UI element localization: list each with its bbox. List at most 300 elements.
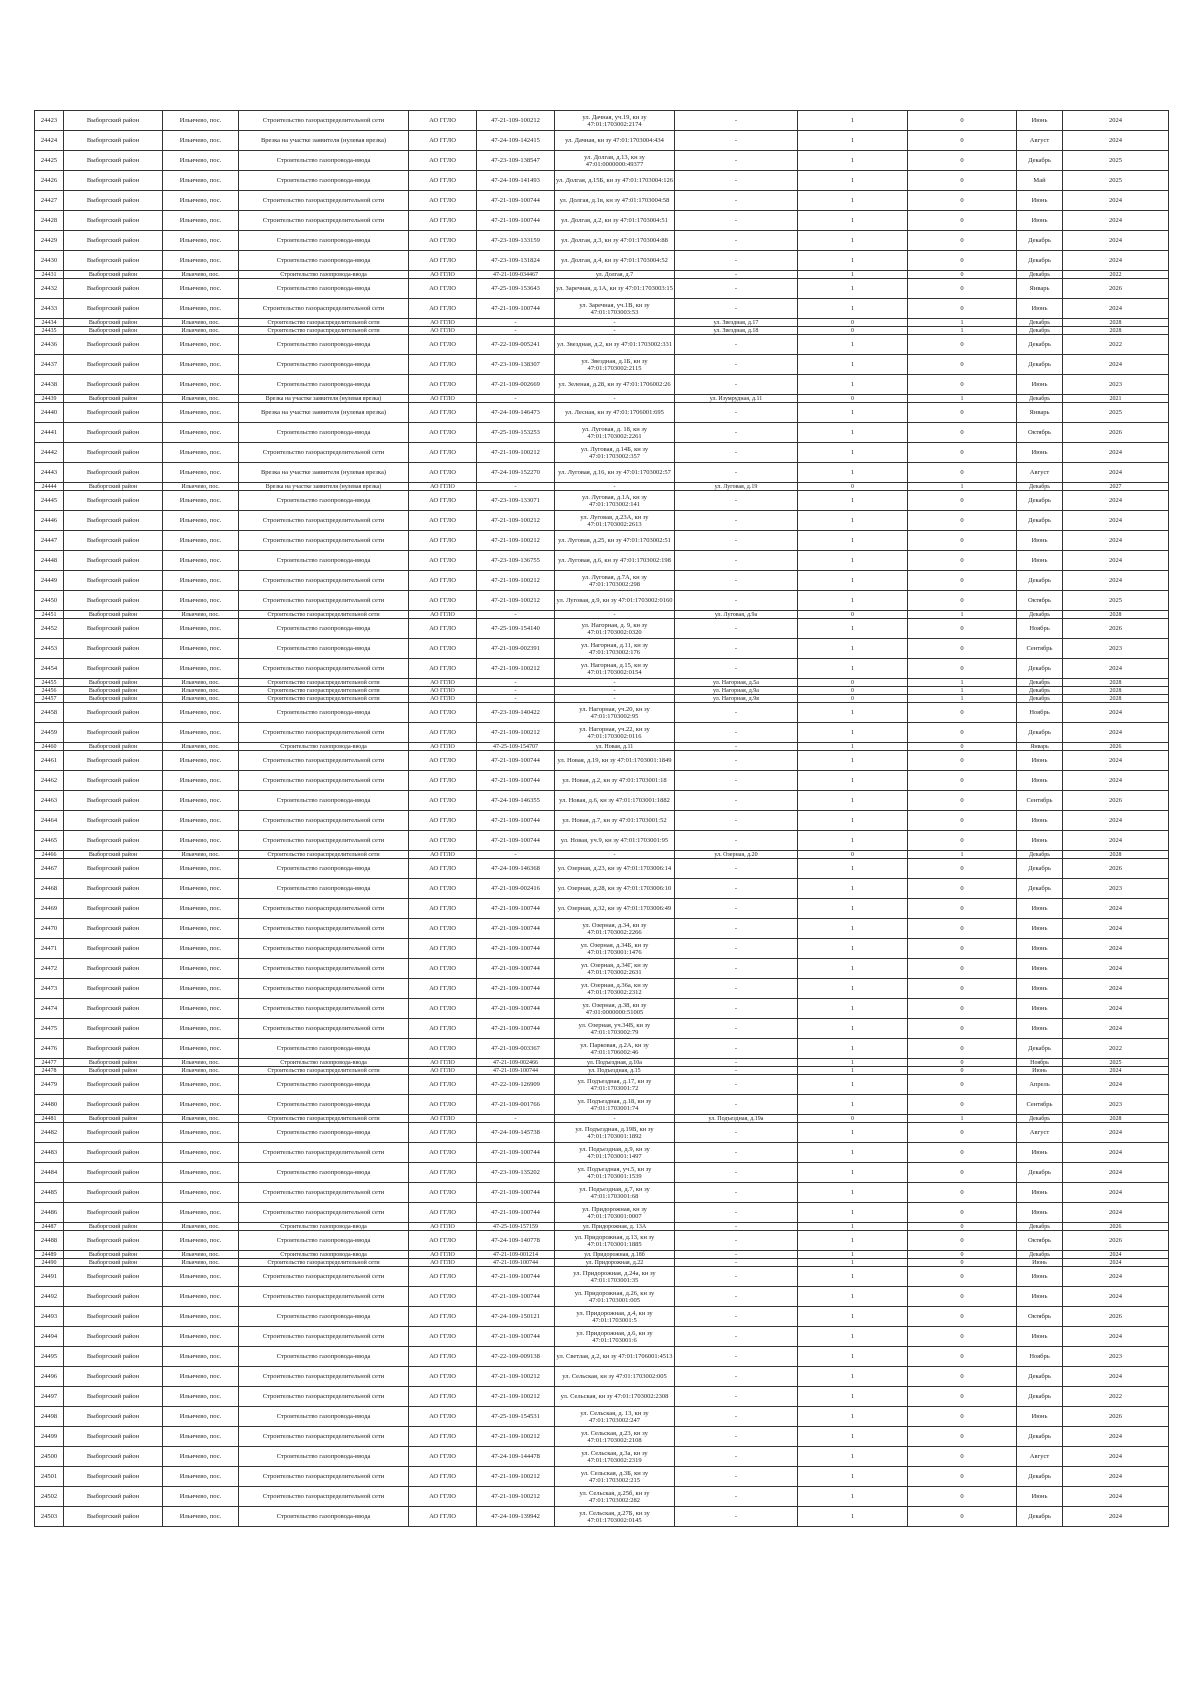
- cell-settlement: Ильичево, пос.: [163, 319, 239, 327]
- cell-district: Выборгский район: [64, 1183, 163, 1203]
- cell-count-b: 0: [908, 899, 1017, 919]
- cell-count-a: 1: [798, 791, 908, 811]
- cell-organization: АО ГГЛО: [409, 619, 477, 639]
- cell-count-a: 1: [798, 279, 908, 299]
- cell-count-a: 1: [798, 571, 908, 591]
- cell-address: -: [675, 591, 798, 611]
- cell-organization: АО ГГЛО: [409, 511, 477, 531]
- cell-organization: АО ГГЛО: [409, 1059, 477, 1067]
- cell-address-cadastral: ул. Придорожная, д.26, кн зу 47:01:1703001:005: [555, 1287, 675, 1307]
- cell-count-b: 0: [908, 191, 1017, 211]
- cell-month: Июнь: [1017, 831, 1063, 851]
- cell-month: Декабрь: [1017, 687, 1063, 695]
- cell-settlement: Ильичево, пос.: [163, 1059, 239, 1067]
- cell-year: 2024: [1063, 531, 1169, 551]
- cell-application-number: 47-25-109-154140: [477, 619, 555, 639]
- cell-district: Выборгский район: [64, 131, 163, 151]
- cell-application-number: -: [477, 611, 555, 619]
- cell-settlement: Ильичево, пос.: [163, 171, 239, 191]
- cell-address-cadastral: ул. Луговая, д.23А, кн зу 47:01:1703002:2613: [555, 511, 675, 531]
- cell-work-type: Строительство газораспределительной сети: [239, 1387, 409, 1407]
- cell-work-type: Строительство газопровода-ввода: [239, 791, 409, 811]
- cell-count-b: 0: [908, 879, 1017, 899]
- cell-organization: АО ГГЛО: [409, 1387, 477, 1407]
- cell-count-b: 0: [908, 299, 1017, 319]
- cell-work-type: Строительство газораспределительной сети: [239, 1467, 409, 1487]
- cell-month: Май: [1017, 171, 1063, 191]
- cell-number: 24427: [35, 191, 64, 211]
- cell-address: -: [675, 1163, 798, 1183]
- cell-address: -: [675, 1183, 798, 1203]
- cell-month: Декабрь: [1017, 679, 1063, 687]
- cell-month: Июнь: [1017, 959, 1063, 979]
- cell-address-cadastral: ул. Подъездная, д.15: [555, 1067, 675, 1075]
- cell-application-number: 47-21-109-100212: [477, 1487, 555, 1507]
- table-row: [35, 1143, 1169, 1163]
- table-row: [35, 1427, 1169, 1447]
- cell-month: Июнь: [1017, 211, 1063, 231]
- cell-settlement: Ильичево, пос.: [163, 1447, 239, 1467]
- cell-organization: АО ГГЛО: [409, 375, 477, 395]
- cell-number: 24499: [35, 1427, 64, 1447]
- cell-settlement: Ильичево, пос.: [163, 919, 239, 939]
- cell-address: -: [675, 271, 798, 279]
- cell-address-cadastral: ул. Придорожная, д.4, кн зу 47:01:1703001:5: [555, 1307, 675, 1327]
- cell-count-a: 1: [798, 271, 908, 279]
- cell-address: -: [675, 1123, 798, 1143]
- cell-settlement: Ильичево, пос.: [163, 1327, 239, 1347]
- table-row: [35, 1123, 1169, 1143]
- cell-address-cadastral: ул. Луговая, д.25, кн зу 47:01:1703002:51: [555, 531, 675, 551]
- cell-organization: АО ГГЛО: [409, 1327, 477, 1347]
- cell-month: Апрель: [1017, 1075, 1063, 1095]
- cell-district: Выборгский район: [64, 1447, 163, 1467]
- cell-organization: АО ГГЛО: [409, 1267, 477, 1287]
- cell-month: Декабрь: [1017, 1163, 1063, 1183]
- cell-count-a: 1: [798, 1075, 908, 1095]
- cell-district: Выборгский район: [64, 1467, 163, 1487]
- cell-settlement: Ильичево, пос.: [163, 859, 239, 879]
- cell-address-cadastral: ул. Подъездная, д.19В, кн зу 47:01:1703001:1892: [555, 1123, 675, 1143]
- table-row: [35, 355, 1169, 375]
- cell-organization: АО ГГЛО: [409, 1039, 477, 1059]
- cell-organization: АО ГГЛО: [409, 395, 477, 403]
- table-row: [35, 1387, 1169, 1407]
- cell-count-b: 0: [908, 723, 1017, 743]
- cell-count-b: 0: [908, 279, 1017, 299]
- cell-address: -: [675, 463, 798, 483]
- cell-organization: АО ГГЛО: [409, 1183, 477, 1203]
- cell-application-number: 47-24-109-146355: [477, 791, 555, 811]
- cell-address-cadastral: ул. Заречная, уч.1В, кн зу 47:01:1703003:53: [555, 299, 675, 319]
- cell-address: -: [675, 811, 798, 831]
- cell-count-a: 1: [798, 1231, 908, 1251]
- cell-work-type: Строительство газораспределительной сети: [239, 299, 409, 319]
- cell-count-b: 0: [908, 571, 1017, 591]
- cell-work-type: Строительство газораспределительной сети: [239, 1367, 409, 1387]
- cell-settlement: Ильичево, пос.: [163, 211, 239, 231]
- cell-address-cadastral: ул. Новая, д.6, кн зу 47:01:1703001:1882: [555, 791, 675, 811]
- cell-work-type: Строительство газораспределительной сети: [239, 211, 409, 231]
- cell-count-a: 1: [798, 1387, 908, 1407]
- cell-number: 24493: [35, 1307, 64, 1327]
- cell-address-cadastral: ул. Сельская, кн зу 47:01:1703002:005: [555, 1367, 675, 1387]
- cell-application-number: 47-21-109-002391: [477, 639, 555, 659]
- cell-settlement: Ильичево, пос.: [163, 1183, 239, 1203]
- cell-organization: АО ГГЛО: [409, 319, 477, 327]
- cell-number: 24435: [35, 327, 64, 335]
- cell-count-b: 0: [908, 1507, 1017, 1527]
- cell-count-a: 1: [798, 1307, 908, 1327]
- cell-count-a: 1: [798, 1095, 908, 1115]
- cell-district: Выборгский район: [64, 231, 163, 251]
- cell-month: Октябрь: [1017, 1231, 1063, 1251]
- table-row: [35, 511, 1169, 531]
- cell-work-type: Строительство газопровода-ввода: [239, 703, 409, 723]
- cell-count-a: 1: [798, 335, 908, 355]
- cell-address-cadastral: ул. Сельская, д.25б, кн зу 47:01:1703002:282: [555, 1487, 675, 1507]
- cell-work-type: Строительство газораспределительной сети: [239, 1487, 409, 1507]
- cell-number: 24425: [35, 151, 64, 171]
- cell-count-a: 1: [798, 979, 908, 999]
- cell-month: Декабрь: [1017, 1039, 1063, 1059]
- cell-number: 24494: [35, 1327, 64, 1347]
- cell-number: 24503: [35, 1507, 64, 1527]
- cell-count-b: 0: [908, 1039, 1017, 1059]
- cell-application-number: 47-21-109-100212: [477, 1387, 555, 1407]
- cell-month: Декабрь: [1017, 335, 1063, 355]
- cell-organization: АО ГГЛО: [409, 591, 477, 611]
- cell-number: 24429: [35, 231, 64, 251]
- cell-address-cadastral: ул. Нагорная, д.15, кн зу 47:01:1703002:0154: [555, 659, 675, 679]
- cell-work-type: Строительство газораспределительной сети: [239, 1067, 409, 1075]
- cell-district: Выборгский район: [64, 1407, 163, 1427]
- cell-number: 24436: [35, 335, 64, 355]
- cell-year: 2022: [1063, 1387, 1169, 1407]
- cell-district: Выборгский район: [64, 979, 163, 999]
- cell-count-b: 0: [908, 619, 1017, 639]
- cell-address: ул. Озерная, д.20: [675, 851, 798, 859]
- cell-work-type: Строительство газопровода-ввода: [239, 551, 409, 571]
- cell-year: 2028: [1063, 695, 1169, 703]
- cell-count-a: 1: [798, 491, 908, 511]
- cell-address-cadastral: -: [555, 1115, 675, 1123]
- cell-year: 2024: [1063, 355, 1169, 375]
- cell-address: -: [675, 171, 798, 191]
- cell-year: 2024: [1063, 831, 1169, 851]
- cell-month: Декабрь: [1017, 571, 1063, 591]
- cell-number: 24453: [35, 639, 64, 659]
- table-row: [35, 723, 1169, 743]
- cell-number: 24468: [35, 879, 64, 899]
- cell-count-b: 0: [908, 1143, 1017, 1163]
- cell-number: 24471: [35, 939, 64, 959]
- cell-work-type: Строительство газораспределительной сети: [239, 1287, 409, 1307]
- cell-work-type: Строительство газораспределительной сети: [239, 443, 409, 463]
- cell-application-number: 47-23-109-135202: [477, 1163, 555, 1183]
- cell-count-a: 0: [798, 611, 908, 619]
- cell-address: -: [675, 1327, 798, 1347]
- cell-organization: АО ГГЛО: [409, 355, 477, 375]
- cell-address-cadastral: ул. Подъездная, д.18, кн зу 47:01:1703001:74: [555, 1095, 675, 1115]
- cell-organization: АО ГГЛО: [409, 1427, 477, 1447]
- cell-year: 2025: [1063, 403, 1169, 423]
- cell-organization: АО ГГЛО: [409, 279, 477, 299]
- cell-settlement: Ильичево, пос.: [163, 1367, 239, 1387]
- cell-year: 2024: [1063, 1019, 1169, 1039]
- cell-month: Декабрь: [1017, 611, 1063, 619]
- cell-district: Выборгский район: [64, 791, 163, 811]
- cell-year: 2024: [1063, 299, 1169, 319]
- cell-count-b: 0: [908, 511, 1017, 531]
- cell-count-b: 1: [908, 319, 1017, 327]
- cell-work-type: Строительство газораспределительной сети: [239, 851, 409, 859]
- cell-district: Выборгский район: [64, 443, 163, 463]
- cell-number: 24449: [35, 571, 64, 591]
- cell-application-number: 47-21-109-002669: [477, 375, 555, 395]
- cell-district: Выборгский район: [64, 1347, 163, 1367]
- cell-district: Выборгский район: [64, 899, 163, 919]
- cell-application-number: 47-21-109-001214: [477, 1251, 555, 1259]
- cell-month: Декабрь: [1017, 355, 1063, 375]
- cell-work-type: Строительство газораспределительной сети: [239, 319, 409, 327]
- cell-number: 24477: [35, 1059, 64, 1067]
- table-row: [35, 1467, 1169, 1487]
- cell-address: -: [675, 231, 798, 251]
- cell-work-type: Строительство газопровода-ввода: [239, 1347, 409, 1367]
- cell-month: Декабрь: [1017, 1467, 1063, 1487]
- cell-settlement: Ильичево, пос.: [163, 491, 239, 511]
- cell-year: 2024: [1063, 723, 1169, 743]
- table-row: [35, 1163, 1169, 1183]
- cell-address: -: [675, 999, 798, 1019]
- cell-district: Выборгский район: [64, 999, 163, 1019]
- cell-number: 24437: [35, 355, 64, 375]
- cell-number: 24458: [35, 703, 64, 723]
- cell-application-number: -: [477, 851, 555, 859]
- cell-number: 24488: [35, 1231, 64, 1251]
- cell-settlement: Ильичево, пос.: [163, 1307, 239, 1327]
- cell-district: Выборгский район: [64, 111, 163, 131]
- cell-address-cadastral: ул. Парковая, д.2А, кн зу 47:01:1706002:46: [555, 1039, 675, 1059]
- cell-year: 2026: [1063, 791, 1169, 811]
- cell-number: 24447: [35, 531, 64, 551]
- cell-year: 2024: [1063, 659, 1169, 679]
- cell-organization: АО ГГЛО: [409, 771, 477, 791]
- cell-organization: АО ГГЛО: [409, 639, 477, 659]
- cell-address-cadastral: ул. Луговая, д. 18, кн зу 47:01:1703002:2261: [555, 423, 675, 443]
- cell-year: 2022: [1063, 335, 1169, 355]
- table-row: [35, 151, 1169, 171]
- table-row: [35, 695, 1169, 703]
- cell-count-b: 0: [908, 1095, 1017, 1115]
- cell-address-cadastral: ул. Луговая, д.7А, кн зу 47:01:1703002:298: [555, 571, 675, 591]
- cell-settlement: Ильичево, пос.: [163, 1163, 239, 1183]
- cell-work-type: Строительство газораспределительной сети: [239, 591, 409, 611]
- cell-application-number: 47-25-109-154531: [477, 1407, 555, 1427]
- cell-number: 24431: [35, 271, 64, 279]
- cell-count-a: 1: [798, 1163, 908, 1183]
- cell-count-b: 0: [908, 355, 1017, 375]
- cell-district: Выборгский район: [64, 1259, 163, 1267]
- cell-work-type: Строительство газопровода-ввода: [239, 423, 409, 443]
- cell-organization: АО ГГЛО: [409, 571, 477, 591]
- cell-settlement: Ильичево, пос.: [163, 483, 239, 491]
- cell-application-number: 47-21-109-100744: [477, 1019, 555, 1039]
- cell-number: 24445: [35, 491, 64, 511]
- cell-month: Август: [1017, 131, 1063, 151]
- cell-count-b: 0: [908, 791, 1017, 811]
- cell-number: 24455: [35, 679, 64, 687]
- cell-month: Декабрь: [1017, 1507, 1063, 1527]
- cell-count-a: 1: [798, 1059, 908, 1067]
- cell-count-a: 1: [798, 211, 908, 231]
- table-row: [35, 879, 1169, 899]
- cell-district: Выборгский район: [64, 1507, 163, 1527]
- cell-address: -: [675, 375, 798, 395]
- cell-work-type: Врезка на участке заявителя (нулевая врезка): [239, 403, 409, 423]
- cell-application-number: 47-21-109-100744: [477, 1327, 555, 1347]
- cell-application-number: 47-21-109-100744: [477, 959, 555, 979]
- table-row: [35, 279, 1169, 299]
- cell-organization: АО ГГЛО: [409, 1163, 477, 1183]
- cell-address: -: [675, 1203, 798, 1223]
- cell-year: 2028: [1063, 319, 1169, 327]
- cell-work-type: Строительство газораспределительной сети: [239, 959, 409, 979]
- cell-month: Июнь: [1017, 751, 1063, 771]
- cell-work-type: Строительство газораспределительной сети: [239, 695, 409, 703]
- cell-application-number: 47-23-109-133159: [477, 231, 555, 251]
- cell-application-number: 47-24-109-150121: [477, 1307, 555, 1327]
- cell-settlement: Ильичево, пос.: [163, 551, 239, 571]
- cell-address-cadastral: ул. Придорожная, д.22: [555, 1259, 675, 1267]
- cell-work-type: Строительство газопровода-ввода: [239, 1307, 409, 1327]
- cell-work-type: Строительство газораспределительной сети: [239, 979, 409, 999]
- cell-year: 2024: [1063, 751, 1169, 771]
- table-row: [35, 251, 1169, 271]
- cell-district: Выборгский район: [64, 171, 163, 191]
- cell-application-number: 47-25-109-153253: [477, 423, 555, 443]
- cell-address-cadastral: ул. Светлая, д.2, кн зу 47:01:1706001:4513: [555, 1347, 675, 1367]
- cell-count-a: 1: [798, 1203, 908, 1223]
- cell-address-cadastral: ул. Долгая, д.4, кн зу 47:01:1703004:52: [555, 251, 675, 271]
- cell-address-cadastral: ул. Сельская, кн зу 47:01:1703002:2308: [555, 1387, 675, 1407]
- cell-application-number: 47-21-109-100212: [477, 531, 555, 551]
- cell-settlement: Ильичево, пос.: [163, 1467, 239, 1487]
- cell-address-cadastral: -: [555, 327, 675, 335]
- cell-number: 24496: [35, 1367, 64, 1387]
- cell-count-b: 0: [908, 703, 1017, 723]
- cell-count-b: 0: [908, 1447, 1017, 1467]
- cell-settlement: Ильичево, пос.: [163, 327, 239, 335]
- cell-settlement: Ильичево, пос.: [163, 811, 239, 831]
- cell-number: 24472: [35, 959, 64, 979]
- cell-month: Июнь: [1017, 939, 1063, 959]
- cell-settlement: Ильичево, пос.: [163, 1487, 239, 1507]
- cell-count-b: 0: [908, 639, 1017, 659]
- cell-organization: АО ГГЛО: [409, 271, 477, 279]
- cell-count-a: 1: [798, 231, 908, 251]
- table-row: [35, 899, 1169, 919]
- cell-count-b: 0: [908, 211, 1017, 231]
- cell-settlement: Ильичево, пос.: [163, 1347, 239, 1367]
- cell-count-b: 0: [908, 831, 1017, 851]
- cell-settlement: Ильичево, пос.: [163, 619, 239, 639]
- cell-application-number: 47-22-109-005241: [477, 335, 555, 355]
- cell-settlement: Ильичево, пос.: [163, 251, 239, 271]
- cell-organization: АО ГГЛО: [409, 1203, 477, 1223]
- cell-number: 24495: [35, 1347, 64, 1367]
- cell-application-number: 47-21-109-100744: [477, 1183, 555, 1203]
- cell-district: Выборгский район: [64, 591, 163, 611]
- cell-year: 2024: [1063, 1259, 1169, 1267]
- cell-address-cadastral: ул. Сельская, д. 13, кн зу 47:01:1703002:247: [555, 1407, 675, 1427]
- cell-year: 2024: [1063, 463, 1169, 483]
- cell-address-cadastral: ул. Долгая, д.15Б, кн зу 47:01:1703004:126: [555, 171, 675, 191]
- cell-application-number: -: [477, 319, 555, 327]
- cell-number: 24489: [35, 1251, 64, 1259]
- cell-address-cadastral: -: [555, 319, 675, 327]
- cell-work-type: Строительство газораспределительной сети: [239, 723, 409, 743]
- cell-year: 2024: [1063, 1203, 1169, 1223]
- cell-count-a: 0: [798, 851, 908, 859]
- cell-application-number: 47-21-109-100212: [477, 511, 555, 531]
- cell-address: -: [675, 403, 798, 423]
- cell-month: Декабрь: [1017, 271, 1063, 279]
- cell-organization: АО ГГЛО: [409, 443, 477, 463]
- cell-district: Выборгский район: [64, 551, 163, 571]
- cell-address: -: [675, 1259, 798, 1267]
- cell-application-number: 47-21-109-100212: [477, 443, 555, 463]
- cell-number: 24461: [35, 751, 64, 771]
- cell-application-number: 47-24-109-152270: [477, 463, 555, 483]
- table-row: [35, 111, 1169, 131]
- cell-address-cadastral: ул. Новая, д.11: [555, 743, 675, 751]
- cell-year: 2022: [1063, 271, 1169, 279]
- cell-year: 2024: [1063, 1447, 1169, 1467]
- cell-settlement: Ильичево, пос.: [163, 279, 239, 299]
- cell-organization: АО ГГЛО: [409, 1223, 477, 1231]
- cell-number: 24460: [35, 743, 64, 751]
- cell-month: Июнь: [1017, 899, 1063, 919]
- cell-address-cadastral: ул. Долгая, д.7: [555, 271, 675, 279]
- cell-application-number: 47-21-109-100744: [477, 191, 555, 211]
- cell-organization: АО ГГЛО: [409, 659, 477, 679]
- cell-application-number: 47-25-109-157159: [477, 1223, 555, 1231]
- cell-month: Сентябрь: [1017, 791, 1063, 811]
- cell-work-type: Строительство газопровода-ввода: [239, 1407, 409, 1427]
- cell-address: ул. Нагорная, д.5а: [675, 679, 798, 687]
- cell-organization: АО ГГЛО: [409, 211, 477, 231]
- cell-address: -: [675, 1067, 798, 1075]
- cell-count-b: 0: [908, 1231, 1017, 1251]
- cell-district: Выборгский район: [64, 279, 163, 299]
- table-row: [35, 1075, 1169, 1095]
- cell-work-type: Строительство газопровода-ввода: [239, 1075, 409, 1095]
- cell-district: Выборгский район: [64, 571, 163, 591]
- cell-application-number: 47-21-109-100744: [477, 299, 555, 319]
- cell-district: Выборгский район: [64, 939, 163, 959]
- cell-number: 24479: [35, 1075, 64, 1095]
- cell-address-cadastral: ул. Нагорная, уч.20, кн зу 47:01:1703002:95: [555, 703, 675, 723]
- cell-work-type: Строительство газопровода-ввода: [239, 279, 409, 299]
- cell-number: 24476: [35, 1039, 64, 1059]
- cell-year: 2026: [1063, 423, 1169, 443]
- cell-count-a: 1: [798, 619, 908, 639]
- cell-count-a: 1: [798, 171, 908, 191]
- cell-settlement: Ильичево, пос.: [163, 639, 239, 659]
- table-row: [35, 1507, 1169, 1527]
